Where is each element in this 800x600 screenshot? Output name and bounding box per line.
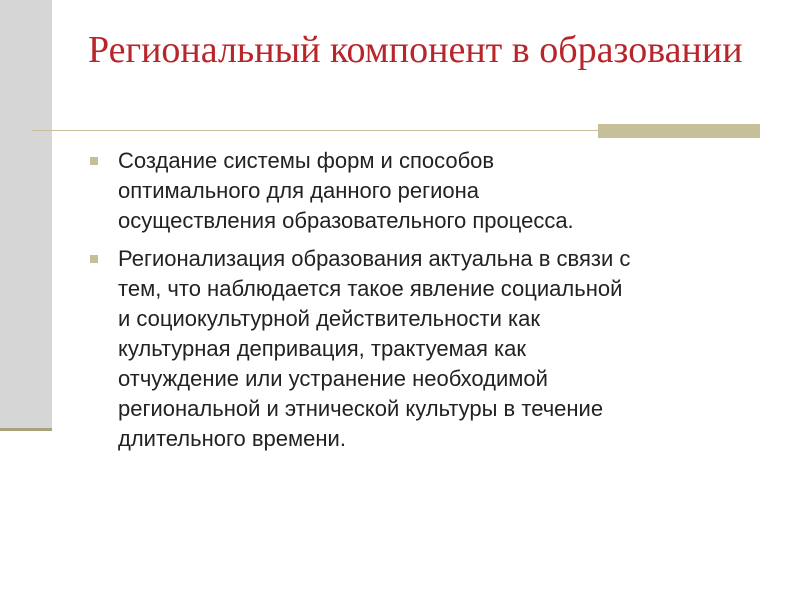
bullet-text-1: Создание системы форм и способов оптимального для данного региона осуществления образовательного процесса. xyxy=(118,148,574,233)
left-decorative-bar xyxy=(0,0,52,428)
title-divider-line xyxy=(32,130,598,131)
slide-title: Региональный компонент в образовании xyxy=(88,29,743,71)
bullet-item-2 xyxy=(90,244,760,454)
square-bullet-icon xyxy=(90,157,98,165)
title-accent-block xyxy=(598,124,760,138)
bullet-text-2: Регионализация образования актуальна в связи с тем, что наблюдается такое явление социальной и социокультурной действительности как культурная депривация, трактуемая как отчуждение или устранение необходимой региональной и этнической культуры в течение длительного времени. xyxy=(118,246,631,451)
bullet-item-1 xyxy=(90,146,760,236)
bullet-list xyxy=(90,146,760,462)
square-bullet-icon xyxy=(90,255,98,263)
left-bar-underline xyxy=(0,428,52,431)
